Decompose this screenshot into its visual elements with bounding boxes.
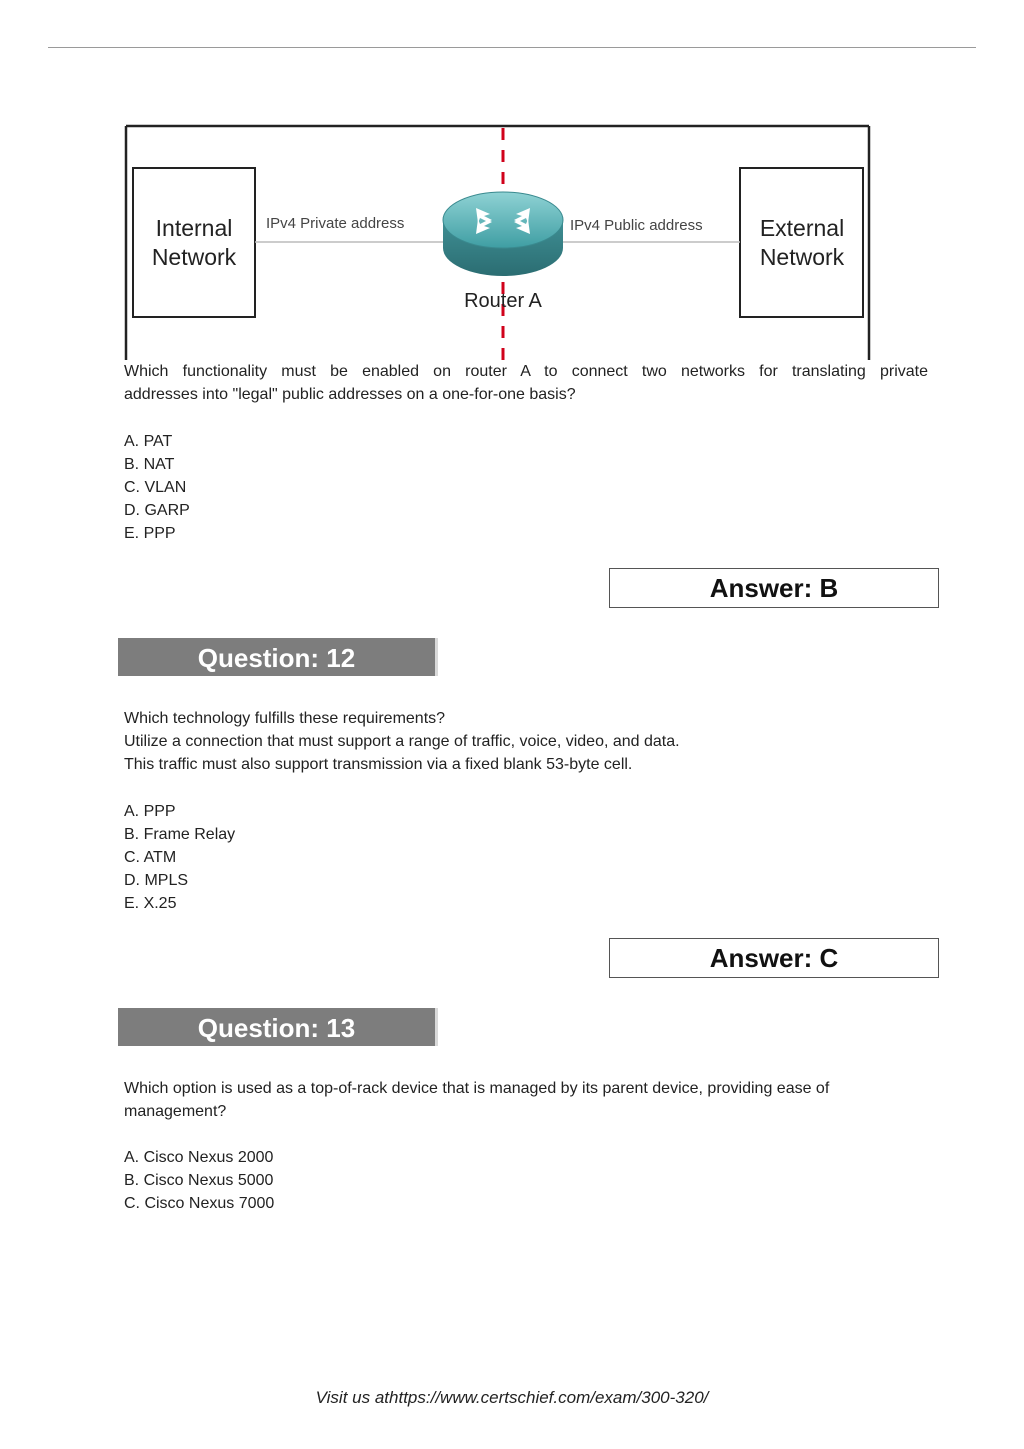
q12-option-c: C. ATM	[124, 849, 177, 866]
external-network-box	[740, 168, 863, 317]
q11-question-text	[124, 360, 928, 406]
public-link-label: IPv4 Public address	[570, 217, 703, 234]
external-network-label-1: External	[759, 215, 845, 241]
q11-answer-box: Answer: B	[609, 568, 939, 608]
internal-network-label-1: Internal	[155, 215, 233, 241]
q13-question-line-1: Which option is used as a top-of-rack device that is managed by its parent device, providing ease of	[124, 1080, 830, 1097]
q13-title-banner: Question: 13	[118, 1008, 438, 1046]
q12-question-text	[124, 707, 928, 776]
private-link-label: IPv4 Private address	[266, 215, 405, 232]
q12-question-line-3: This traffic must also support transmission via a fixed blank 53-byte cell.	[124, 756, 633, 773]
q12-option-a: A. PPP	[124, 803, 176, 820]
q12-options	[124, 800, 928, 915]
footer-link-text: Visit us athttps://www.certschief.com/exam/300-320/	[315, 1388, 709, 1407]
q11-options	[124, 430, 928, 545]
q12-option-d: D. MPLS	[124, 872, 189, 889]
q11-option-a: A. PAT	[124, 433, 173, 450]
q12-option-e: E. X.25	[124, 895, 177, 912]
q13-question-line-2: management?	[124, 1103, 227, 1120]
top-rule	[48, 47, 976, 48]
q13-option-c: C. Cisco Nexus 7000	[124, 1195, 275, 1212]
q11-option-c: C. VLAN	[124, 479, 187, 496]
external-network-label-2: Network	[759, 244, 845, 270]
q11-option-d: D. GARP	[124, 502, 190, 519]
q13-option-a: A. Cisco Nexus 2000	[124, 1149, 274, 1166]
q12-question-line-2: Utilize a connection that must support a range of traffic, voice, video, and data.	[124, 733, 680, 750]
q11-question-line-1: Which functionality must be enabled on router A to connect two networks for translating private	[124, 363, 928, 380]
internal-network-box	[133, 168, 255, 317]
router-icon	[443, 192, 563, 276]
q11-question-line-2: addresses into "legal" public addresses on a one-for-one basis?	[124, 386, 576, 403]
q13-option-b: B. Cisco Nexus 5000	[124, 1172, 274, 1189]
q12-question-line-1: Which technology fulfills these requirements?	[124, 710, 446, 727]
network-diagram	[124, 124, 872, 362]
q12-option-b: B. Frame Relay	[124, 826, 236, 843]
q11-option-e: E. PPP	[124, 525, 176, 542]
q12-answer-box: Answer: C	[609, 938, 939, 978]
q13-options	[124, 1146, 928, 1215]
q11-option-b: B. NAT	[124, 456, 175, 473]
internal-network-label-2: Network	[151, 244, 237, 270]
q13-question-text	[124, 1077, 928, 1123]
router-label: Router A	[464, 290, 542, 312]
q12-title-banner: Question: 12	[118, 638, 438, 676]
